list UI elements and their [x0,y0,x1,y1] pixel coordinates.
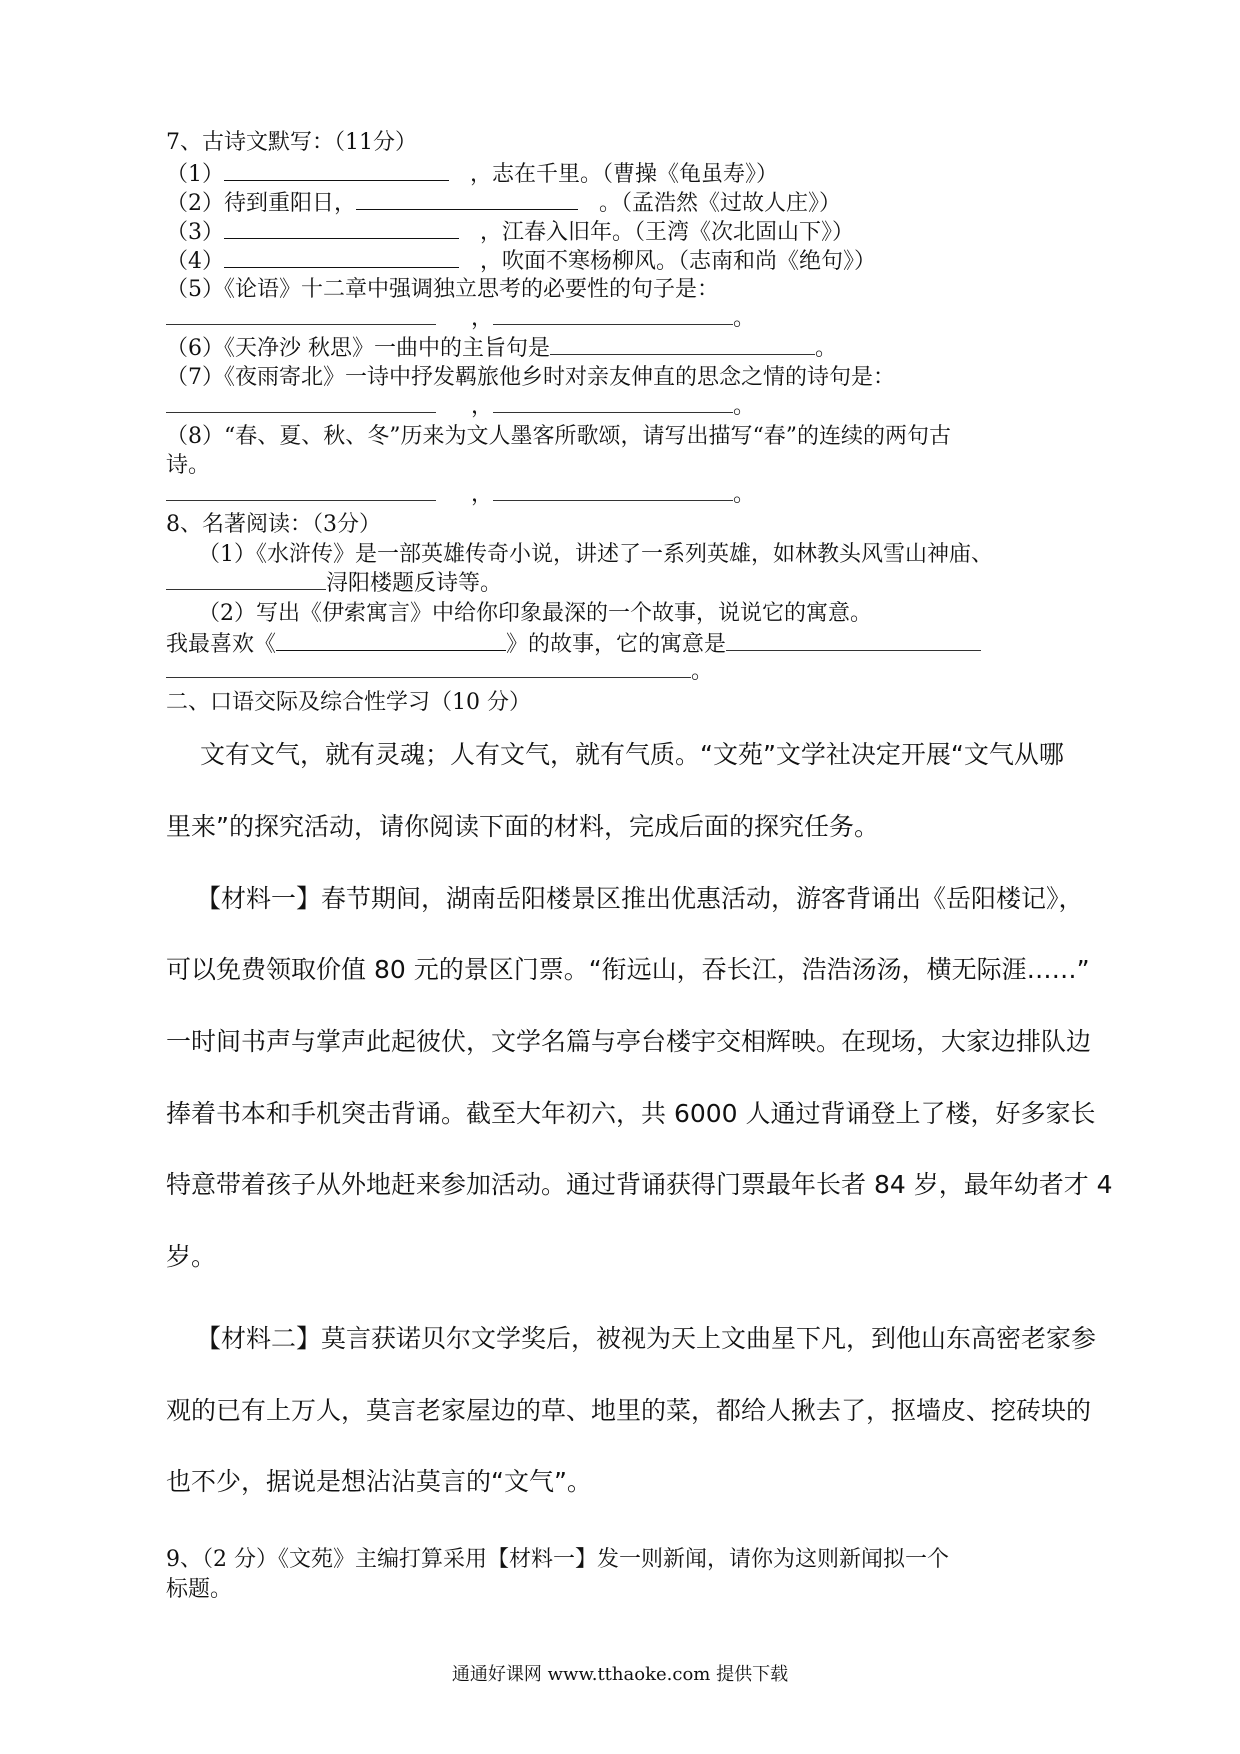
q7-l2-prefix: （2）待到重阳日， [166,191,356,216]
answer-blank[interactable] [166,304,436,325]
q7-l2-suffix: 。（孟浩然《过故人庄》） [598,191,841,216]
q7-l3-suffix: ，江春入旧年。（王湾《次北固山下》） [479,220,854,245]
answer-blank[interactable] [166,392,436,413]
material-1-line-4: 捧着书本和手机突击背诵。截至大年初六，共 6000 人通过背诵登上了楼，好多家长 [166,1099,1096,1128]
material-1-line-1: 【材料一】春节期间，湖南岳阳楼景区推出优惠活动，游客背诵出《岳阳楼记》， [196,884,1084,913]
material-2-line-3: 也不少，据说是想沾沾莫言的“文气”。 [166,1467,592,1496]
q9-line-2: 标题。 [166,1577,233,1602]
q7-line-5-answers: ， 。 [166,304,755,334]
answer-blank[interactable] [276,628,506,651]
q7-l4-prefix: （4） [166,249,224,274]
q8-line-2 [166,569,502,599]
q7-l6-prefix: （6）《天净沙 秋思》一曲中的主旨句是 [166,336,550,361]
q7-line-5: （5）《论语》十二章中强调独立思考的必要性的句子是： [166,277,719,302]
q7-line-8-answers: ， 。 [166,480,755,510]
answer-blank[interactable] [166,569,326,590]
page-footer: 通通好课网 www.tthaoke.com 提供下载 [451,1664,789,1685]
answer-blank[interactable] [224,245,459,268]
q8-line-1: （1）《水浒传》是一部英雄传奇小说，讲述了一系列英雄，如林教头风雪山神庙、 [198,542,993,567]
answer-blank[interactable] [493,304,733,325]
material-1-line-2: 可以免费领取价值 80 元的景区门票。“衔远山，吞长江，浩浩汤汤，横无际涯……” [166,955,1090,984]
q8-l4-prefix: 我最喜欢《 [166,632,277,657]
q7-line-8b: 诗。 [166,453,211,478]
material-1-line-3: 一时间书声与掌声此起彼伏，文学名篇与亭台楼宇交相辉映。在现场，大家边排队边 [166,1027,1092,1056]
q7-l3-prefix: （3） [166,220,224,245]
material-1-line-5: 特意带着孩子从外地赶来参加活动。通过背诵获得门票最年长者 84 岁，最年幼者才 4 [166,1170,1113,1199]
q7-l4-suffix: ，吹面不寒杨柳风。（志南和尚《绝句》） [479,249,876,274]
answer-blank[interactable] [166,657,691,678]
answer-blank[interactable] [224,158,449,181]
q7-line-6: （6）《天净沙 秋思》一曲中的主旨句是 。 [166,336,838,361]
q7-line-7: （7）《夜雨寄北》一诗中抒发羁旅他乡时对亲友伸直的思念之情的诗句是： [166,365,895,390]
q7-line-8a: （8）“春、夏、秋、冬”历来为文人墨客所歌颂，请写出描写“春”的连续的两句古 [166,424,951,449]
q7-line-4 [166,245,876,277]
q8-title: 8、名著阅读：（3分） [166,512,381,537]
answer-blank[interactable] [224,216,459,239]
q7-line-1 [166,158,778,190]
material-1-line-6: 岁。 [166,1242,217,1271]
q7-line-2 [166,187,841,219]
intro-line-2: 里来”的探究活动，请你阅读下面的材料，完成后面的探究任务。 [166,812,879,841]
q7-line-3 [166,216,854,248]
section-2-title: 二、口语交际及综合性学习（10 分） [166,690,531,715]
answer-blank[interactable] [726,630,981,651]
q9-line-1: 9、（2 分）《文苑》主编打算采用【材料一】发一则新闻，请你为这则新闻拟一个 [166,1547,949,1572]
q8-l2-suffix: 浔阳楼题反诗等。 [326,571,503,596]
answer-blank[interactable] [493,480,733,501]
material-2-line-1: 【材料二】莫言获诺贝尔文学奖后，被视为天上文曲星下凡，到他山东高密老家参 [196,1324,1097,1353]
q8-line-4 [166,628,981,660]
material-2-line-2: 观的已有上万人，莫言老家屋边的草、地里的菜，都给人揪去了，抠墙皮、挖砖块的 [166,1396,1092,1425]
intro-line-1: 文有文气，就有灵魂；人有文气，就有气质。“文苑”文学社决定开展“文气从哪 [200,740,1064,769]
answer-blank[interactable] [166,480,436,501]
q8-line-3: （2）写出《伊索寓言》中给你印象最深的一个故事，说说它的寓意。 [198,601,872,626]
answer-blank[interactable] [493,392,733,413]
answer-blank[interactable] [356,187,578,210]
q7-l1-prefix: （1） [166,162,224,187]
q8-line-5: 。 [166,657,713,687]
q7-line-7-answers: ， 。 [166,392,755,422]
q7-title: 7、古诗文默写：（11分） [166,130,417,155]
q7-l1-suffix: ，志在千里。（曹操《龟虽寿》） [469,162,778,187]
q8-l4-middle: 》的故事，它的寓意是 [506,632,727,657]
answer-blank[interactable] [550,334,815,355]
